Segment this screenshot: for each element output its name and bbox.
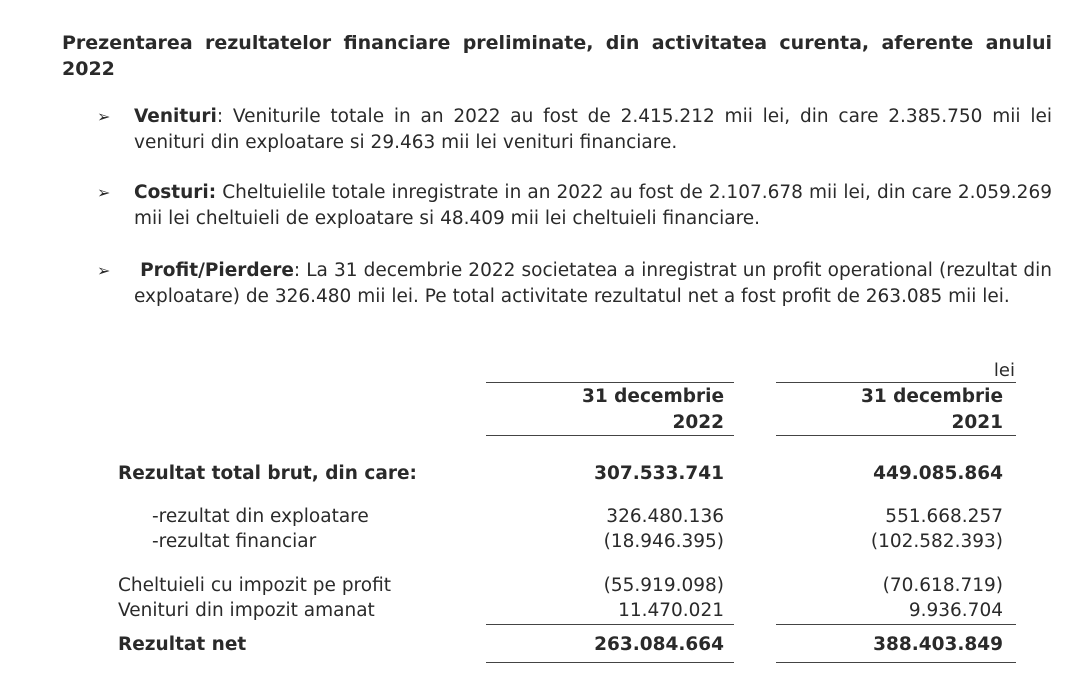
column-top-rule-2022 bbox=[486, 382, 734, 383]
bullet-body: Cheltuielile totale inregistrate in an 2022 au fost de 2.107.678 mii lei, din care 2.059.269 mii lei cheltuieli de exploatare si 48.409 mii lei cheltuieli financiare. bbox=[134, 182, 1052, 229]
bullet-label: Costuri: bbox=[134, 182, 217, 203]
document-title: Prezentarea rezultatelor financiare preliminate, din activitatea curenta, aferente anului 2022 bbox=[62, 32, 1052, 80]
value-2021: 388.403.849 bbox=[873, 634, 1003, 655]
column-header-line2: 2021 bbox=[951, 412, 1003, 433]
row-label-rezultat-total-brut: Rezultat total brut, din care: bbox=[118, 463, 417, 484]
arrow-bullet-icon: ➢ bbox=[97, 261, 111, 280]
value-2021: (70.618.719) bbox=[882, 575, 1003, 596]
value-2021: (102.582.393) bbox=[870, 531, 1003, 552]
column-header-line1: 31 decembrie bbox=[860, 386, 1003, 407]
column-header-line2: 2022 bbox=[672, 412, 724, 433]
bullet-label: Profit/Pierdere bbox=[140, 260, 294, 281]
bullet-separator: : bbox=[216, 106, 224, 127]
total-rule-2021 bbox=[776, 662, 1016, 663]
value-2022: (55.919.098) bbox=[603, 575, 724, 596]
bullet-label: Venituri bbox=[134, 106, 217, 127]
column-header-line1: 31 decembrie bbox=[581, 386, 724, 407]
arrow-bullet-icon: ➢ bbox=[97, 183, 111, 202]
bullet-text bbox=[134, 180, 1052, 232]
column-header-rule-2022 bbox=[486, 435, 734, 436]
bullet-text bbox=[134, 104, 1052, 156]
column-header-rule-2021 bbox=[776, 435, 1016, 436]
value-2022: 326.480.136 bbox=[606, 506, 724, 527]
bullet-text bbox=[134, 258, 1052, 310]
value-2021: 9.936.704 bbox=[908, 600, 1003, 621]
column-header-2021 bbox=[776, 384, 1003, 436]
bullet-costuri bbox=[97, 180, 1052, 232]
column-header-2022 bbox=[488, 384, 724, 436]
value-2022: 307.533.741 bbox=[594, 463, 724, 484]
row-label-rezultat-financiar: -rezultat financiar bbox=[152, 531, 317, 552]
total-rule-2022 bbox=[486, 662, 734, 663]
value-2021: 551.668.257 bbox=[885, 506, 1003, 527]
value-2022: 11.470.021 bbox=[618, 600, 724, 621]
value-2021: 449.085.864 bbox=[873, 463, 1003, 484]
column-top-rule-2021 bbox=[776, 382, 1016, 383]
bullet-venituri bbox=[97, 104, 1052, 156]
bullet-profit-pierdere bbox=[97, 258, 1052, 310]
bullet-separator: : bbox=[293, 260, 301, 281]
bullet-body: La 31 decembrie 2022 societatea a inregistrat un profit operational (rezultat din exploatare) de 326.480 mii lei. Pe total activitate rezultatul net a fost profit de 263.085 mii lei. bbox=[134, 260, 1052, 307]
row-label-venituri-impozit-amanat: Venituri din impozit amanat bbox=[118, 600, 375, 621]
arrow-bullet-icon: ➢ bbox=[97, 107, 111, 126]
subtotal-rule-2021 bbox=[776, 624, 1016, 625]
subtotal-rule-2022 bbox=[486, 624, 734, 625]
value-2022: (18.946.395) bbox=[603, 531, 724, 552]
row-label-rezultat-net: Rezultat net bbox=[118, 634, 247, 655]
row-label-rezultat-exploatare: -rezultat din exploatare bbox=[152, 506, 369, 527]
row-label-cheltuieli-impozit: Cheltuieli cu impozit pe profit bbox=[118, 575, 391, 596]
bullet-body: Veniturile totale in an 2022 au fost de 2.415.212 mii lei, din care 2.385.750 mii lei venituri din exploatare si 29.463 mii lei venituri financiare. bbox=[134, 106, 1052, 153]
table-unit: lei bbox=[993, 360, 1015, 381]
value-2022: 263.084.664 bbox=[594, 634, 724, 655]
